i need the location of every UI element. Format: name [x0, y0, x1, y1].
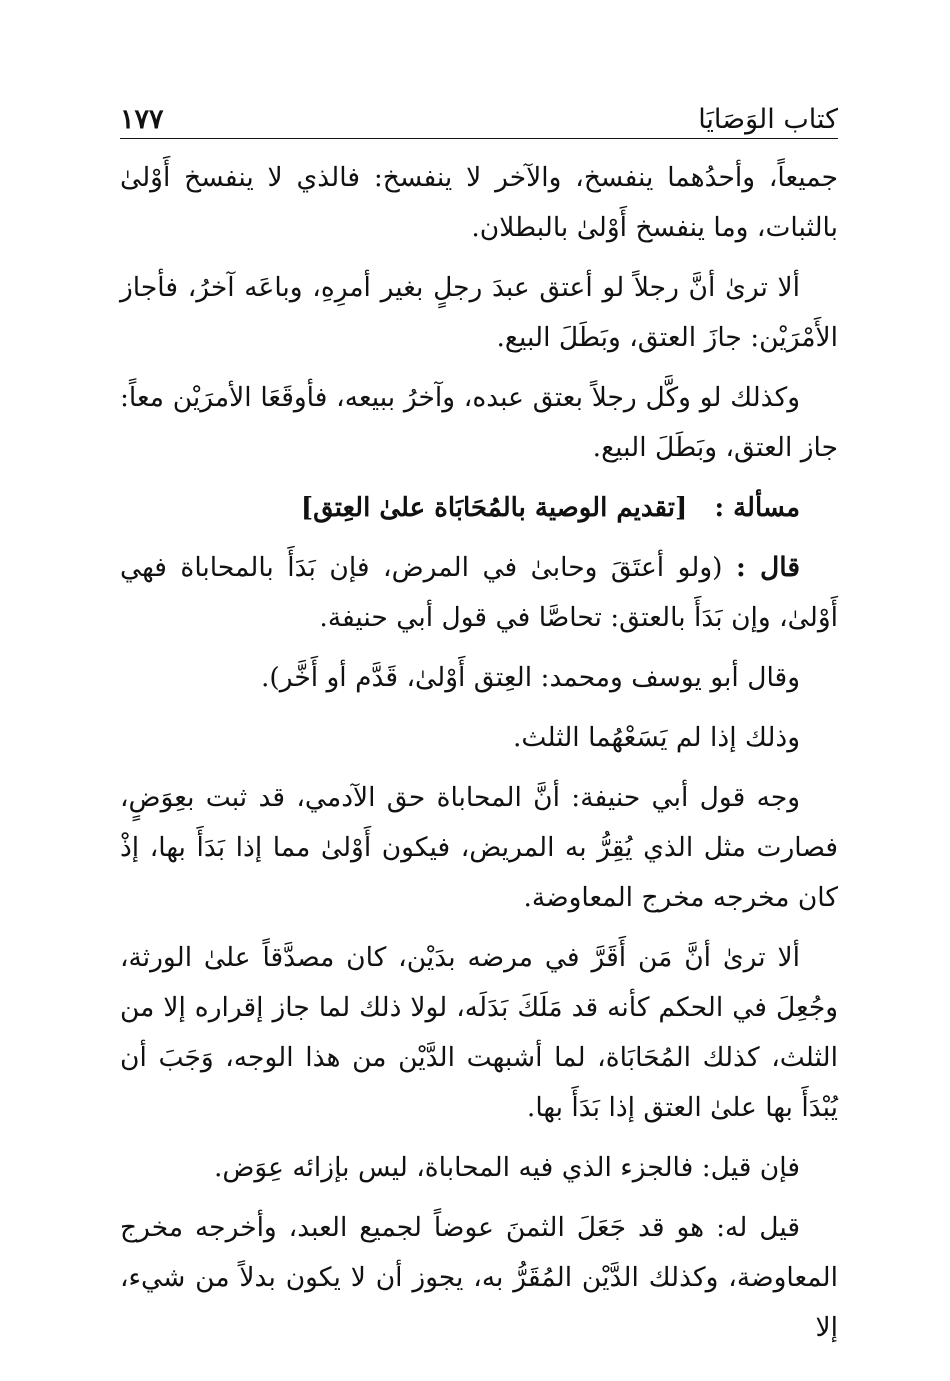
paragraph-2: ألا ترىٰ أنَّ رجلاً لو أعتق عبدَ رجلٍ بغير أمرِهِ، وباعَه آخرُ، فأجاز الأَمْرَيْن: جازَ العتق، وبَطَلَ البيع. [120, 272, 838, 353]
page-number: ١٧٧ [120, 103, 164, 135]
paragraph-1: جميعاً، وأحدُهما ينفسخ، والآخر لا ينفسخ: فالذي لا ينفسخ أَوْلىٰ بالثبات، وما ينفسخ أَوْلىٰ بالبطلان. [120, 162, 838, 243]
paragraph-8: ألا ترىٰ أنَّ مَن أَقَرَّ في مرضه بدَيْن، كان مصدَّقاً علىٰ الورثة، وجُعِلَ في الحكم كأنه قد مَلَكَ بَدَلَه، لولا ذلك لما جاز إقراره إلا من الثلث، كذلك المُحَابَاة، لما أشبهت الدَّيْن من هذا الوجه، وَجَبَ أن يُبْدَأَ بها علىٰ العتق إذا بَدَأَ بها. [120, 942, 838, 1123]
running-title: كتاب الوَصَايَا [698, 103, 838, 135]
section-label: مسألة : [714, 493, 800, 523]
paragraph-4 [120, 543, 838, 643]
page-header [120, 92, 838, 139]
paragraph-3: وكذلك لو وكَّل رجلاً بعتق عبده، وآخرُ ببيعه، فأوقَعَا الأمرَيْن معاً: جاز العتق، وبَطَلَ البيع. [120, 382, 838, 463]
paragraph-10: قيل له: هو قد جَعَلَ الثمنَ عوضاً لجميع العبد، وأخرجه مخرج المعاوضة، وكذلك الدَّيْن المُقَرُّ به، يجوز أن لا يكون بدلاً من شيء، إلا [120, 1212, 838, 1343]
said-label: قال : [735, 552, 800, 583]
section-title: [تقديم الوصية بالمُحَابَاة علىٰ العِتق] [300, 493, 688, 523]
paragraph-4-text: (ولو أعتَقَ وحابىٰ في المرض، فإن بَدَأَ بالمحاباة فهي أَوْلىٰ، وإن بَدَأَ بالعتق: تحاصَّا في قول أبي حنيفة. [120, 552, 838, 633]
paragraph-5: وقال أبو يوسف ومحمد: العِتق أَوْلىٰ، قَدَّم أو أَخَّر). [260, 662, 800, 693]
section-heading [120, 483, 838, 533]
book-page [120, 92, 838, 1363]
page-body [120, 153, 838, 1353]
paragraph-6: وذلك إذا لم يَسَعْهُما الثلث. [513, 722, 800, 753]
paragraph-7: وجه قول أبي حنيفة: أنَّ المحاباة حق الآدمي، قد ثبت بعِوَضٍ، فصارت مثل الذي يُقِرُّ به المريض، فيكون أَوْلىٰ مما إذا بَدَأَ بها، إذْ كان مخرجه مخرج المعاوضة. [120, 782, 838, 913]
paragraph-9: فإن قيل: فالجزء الذي فيه المحاباة، ليس بإزائه عِوَض. [213, 1152, 800, 1183]
